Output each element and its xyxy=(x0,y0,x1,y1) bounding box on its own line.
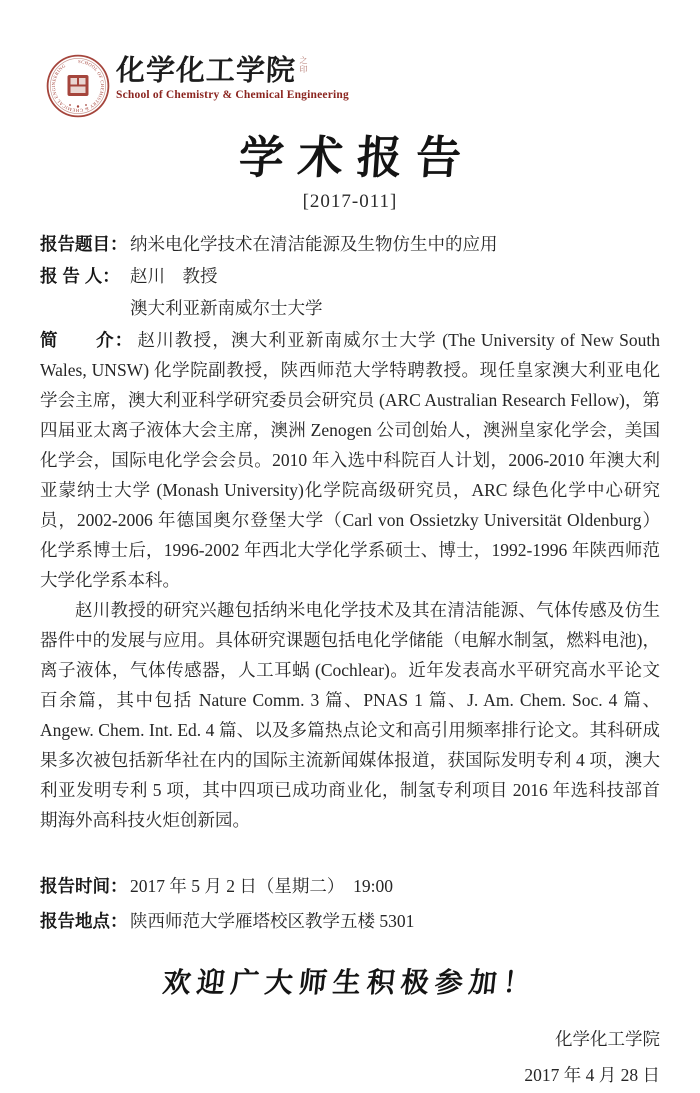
venue-value: 陕西师范大学雁塔校区教学五楼 5301 xyxy=(130,911,415,931)
topic-label: 报告题目： xyxy=(40,234,128,254)
org-name-block xyxy=(116,54,349,101)
speaker-label: 报 告 人： xyxy=(40,266,120,286)
venue-row xyxy=(40,904,660,939)
report-meta xyxy=(40,869,660,939)
speaker-row xyxy=(40,260,660,292)
topic-row xyxy=(40,228,660,260)
signature-date: 2017 年 4 月 28 日 xyxy=(524,1065,660,1085)
speaker-introduction xyxy=(40,325,660,835)
report-number: [2017-011] xyxy=(302,191,398,212)
org-name-english: School of Chemistry & Chemical Engineering xyxy=(116,89,349,101)
org-seal-mini-text: 之印 xyxy=(299,56,309,74)
intro-paragraph-2: 赵川教授的研究兴趣包括纳米电化学技术及其在清洁能源、气体传感及仿生器件中的发展与应用。具体研究课题包括电化学储能（电解水制氢，燃料电池)，离子液体，气体传感器，人工耳蜗 (Cochlear)。近年发表高水平研究高水平论文百余篇，其中包括 Nature Comm. 3 篇、PNAS 1 篇、J. Am. Chem. Soc. 4 篇、Angew. Chem. Int. Ed. 4 篇、以及多篇热点论文和高引用频率排行论文。其科研成果多次被包括新华社在内的国际主流新闻媒体报道，获国际发明专利 4 项，澳大利亚发明专利 5 项，其中四项已成功商业化，制氢专利项目 2016 年选科技部首期海外高科技火炬创新园。 xyxy=(40,600,660,830)
intro-label: 简 介： xyxy=(40,330,134,350)
time-label: 报告时间： xyxy=(40,876,128,896)
seal-rim-text: SCHOOL OF CHEMISTRY & CHEMICAL ENGINEERING xyxy=(50,58,106,114)
announcement-page xyxy=(0,53,700,1085)
school-seal-icon xyxy=(46,54,110,118)
intro-paragraph-1-text: 赵川教授，澳大利亚新南威尔士大学 (The University of New South Wales, UNSW) 化学院副教授，陕西师范大学特聘教授。现任皇家澳大利亚电化学会主席，澳大利亚科学研究委员会研究员 (ARC Australian Research Fellow)，第四届亚太离子液体大会主席，澳洲 Zenogen 公司创始人，澳洲皇家化学会，美国化学会，国际电化学会会员。2010 年入选中科院百人计划，2006-2010 年澳大利亚蒙纳士大学 (Monash University)化学院高级研究员，ARC 绿色化学中心研究员，2002-2006 年德国奥尔登堡大学（Carl von Ossietzky Universität Oldenburg）化学系博士后，1996-2002 年西北大学化学系硕士、博士，1992-1996 年陕西师范大学化学系本科。 xyxy=(40,330,660,590)
time-row xyxy=(40,869,660,904)
header-logo-block xyxy=(46,54,660,122)
report-fields xyxy=(40,228,660,324)
venue-label: 报告地点： xyxy=(40,911,128,931)
speaker-value: 赵川 教授 xyxy=(130,266,218,286)
org-name-chinese: 化学化工学院 xyxy=(115,53,297,87)
welcome-message: 欢迎广大师生积极参加！ xyxy=(161,966,539,999)
signature-block xyxy=(40,1021,660,1093)
page-title: 学术报告 xyxy=(237,131,477,184)
intro-paragraph-1 xyxy=(40,325,660,595)
topic-value: 纳米电化学技术在清洁能源及生物仿生中的应用 xyxy=(130,234,498,254)
signature-org: 化学化工学院 xyxy=(555,1029,660,1049)
speaker-affiliation: 澳大利亚新南威尔士大学 xyxy=(130,298,323,318)
time-value: 2017 年 5 月 2 日（星期二） 19:00 xyxy=(130,876,393,896)
